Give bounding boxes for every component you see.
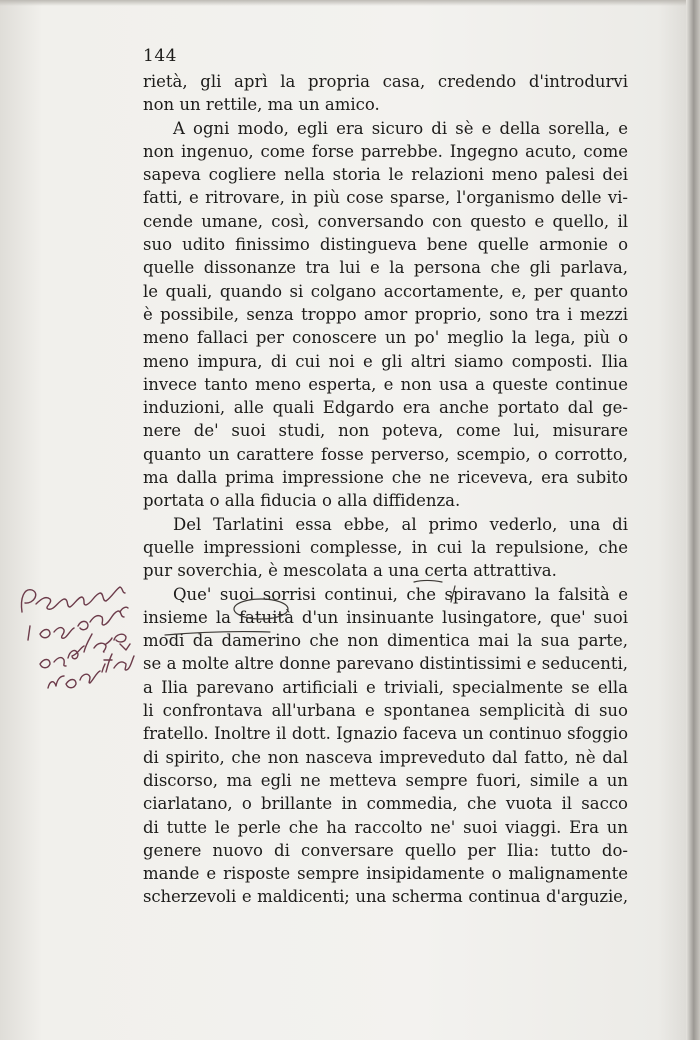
text-line: invece tanto meno esperta, e non usa a queste continue bbox=[143, 374, 628, 394]
text-line: modi da damerino che non dimentica mai la sua parte, bbox=[143, 631, 628, 651]
text-line: suo udito finissimo distingueva bene quelle armonie o bbox=[143, 235, 628, 255]
text-line: Que' suoi sorrisi continui, che spiravano la falsità e bbox=[173, 584, 628, 604]
text-line: pur soverchia, è mescolata a una certa attrattiva. bbox=[143, 561, 557, 581]
text-line: ma dalla prima impressione che ne riceveva, era subito bbox=[143, 468, 628, 488]
text-line: non ingenuo, come forse parrebbe. Ingegno acuto, come bbox=[143, 141, 628, 161]
text-line: le quali, quando si colgano accortamente, e, per quanto bbox=[143, 281, 628, 301]
page-top-edge bbox=[0, 0, 700, 6]
text-line: è possibile, senza troppo amor proprio, sono tra i mezzi bbox=[143, 304, 628, 324]
text-line: non un rettile, ma un amico. bbox=[143, 95, 380, 115]
text-line: Del Tarlatini essa ebbe, al primo vederlo, una di bbox=[173, 514, 628, 534]
page-right-edge bbox=[686, 0, 700, 1040]
text-line: meno impura, di cui noi e gli altri siamo composti. Ilia bbox=[143, 351, 628, 371]
text-line: fatti, e ritrovare, in più cose sparse, l'organismo delle vi- bbox=[143, 188, 628, 208]
text-line: cende umane, così, conversando con questo e quello, il bbox=[143, 211, 628, 231]
page-number: 144 bbox=[143, 46, 177, 66]
text-line: portata o alla fiducia o alla diffidenza. bbox=[143, 491, 461, 511]
text-line: quanto un carattere fosse perverso, scempio, o corrotto, bbox=[143, 444, 628, 464]
text-line: di tutte le perle che ha raccolto ne' suoi viaggi. Era un bbox=[143, 817, 628, 837]
text-line: di spirito, che non nasceva impreveduto dal fatto, nè dal bbox=[143, 747, 628, 767]
text-line: discorso, ma egli ne metteva sempre fuori, simile a un bbox=[143, 770, 628, 790]
text-line: a Ilia parevano artificiali e triviali, specialmente se ella bbox=[143, 677, 628, 697]
text-line: rietà, gli aprì la propria casa, credendo d'introdurvi bbox=[143, 72, 628, 91]
text-line: sapeva cogliere nella storia le relazioni meno palesi dei bbox=[143, 165, 628, 185]
body-text bbox=[143, 70, 628, 909]
text-line: scherzevoli e maldicenti; una scherma continua d'arguzie, bbox=[143, 887, 628, 907]
text-line: mande e risposte sempre insipidamente o malignamente bbox=[143, 864, 628, 884]
text-line: ciarlatano, o brillante in commedia, che vuota il sacco bbox=[143, 794, 628, 814]
text-line: meno fallaci per conoscere un po' meglio la lega, più o bbox=[143, 328, 628, 348]
text-line: quelle impressioni complesse, in cui la repulsione, che bbox=[143, 537, 628, 557]
text-line: nere de' suoi studi, non poteva, come lui, misurare bbox=[143, 421, 628, 441]
text-line: li confrontava all'urbana e spontanea semplicità di suo bbox=[143, 701, 628, 721]
text-line: quelle dissonanze tra lui e la persona che gli parlava, bbox=[143, 258, 628, 278]
text-line: insieme la fatuità d'un insinuante lusingatore, que' suoi bbox=[143, 607, 628, 627]
text-line: induzioni, alle quali Edgardo era anche portato dal ge- bbox=[143, 398, 628, 418]
text-line: fratello. Inoltre il dott. Ignazio faceva un continuo sfoggio bbox=[143, 724, 628, 744]
text-line: genere nuovo di conversare quello per Ilia: tutto do- bbox=[143, 840, 628, 860]
text-line: se a molte altre donne parevano distintissimi e seducenti, bbox=[143, 654, 628, 674]
text-line: A ogni modo, egli era sicuro di sè e della sorella, e bbox=[173, 118, 628, 138]
